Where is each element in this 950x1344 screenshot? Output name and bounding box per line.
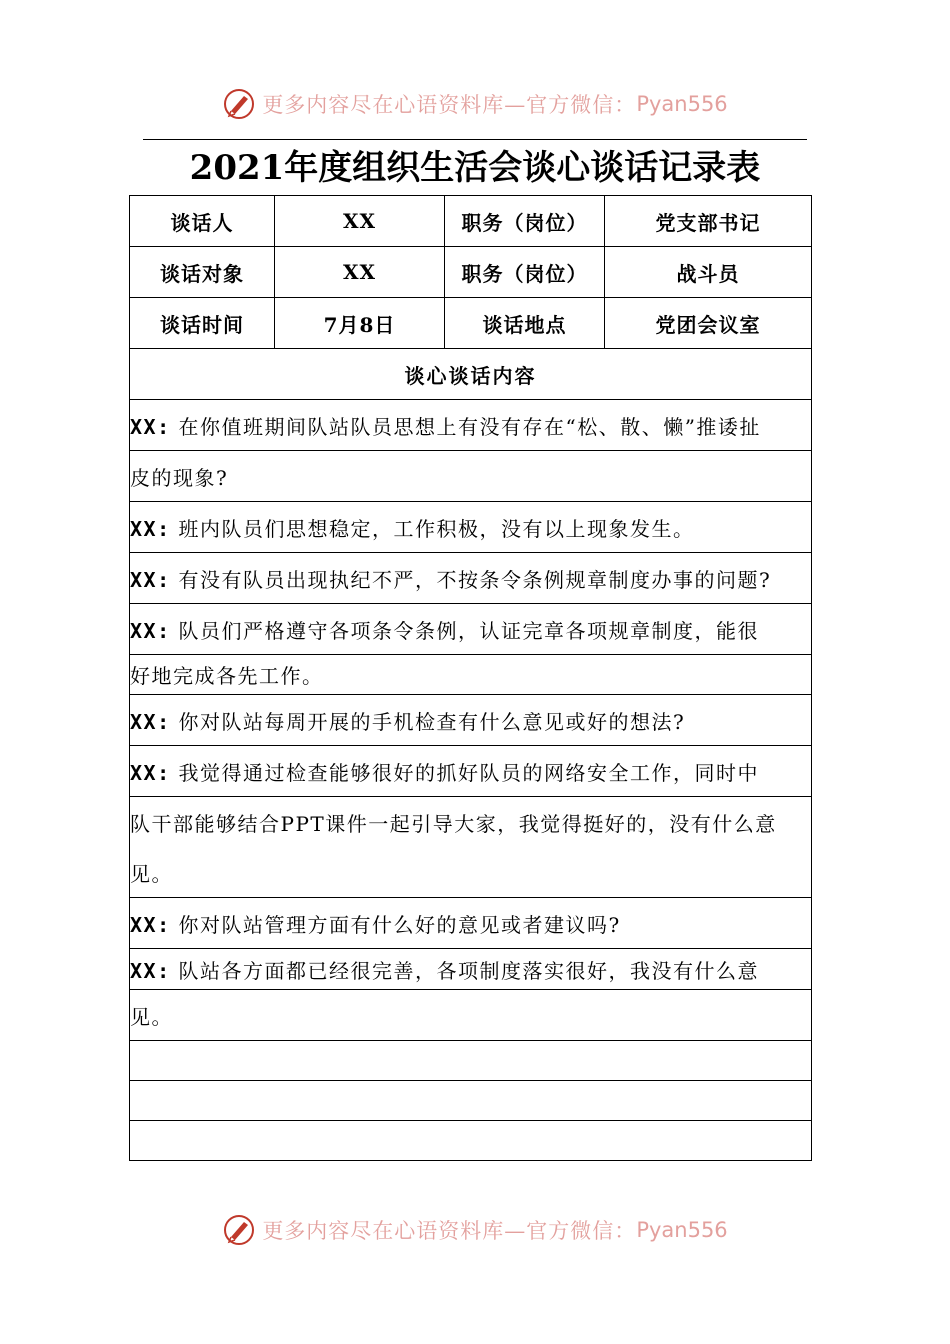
content-line	[130, 400, 812, 451]
content-text: 有没有队员出现执纪不严，不按条令条例规章制度办事的问题?	[178, 567, 772, 592]
label-talker: 谈话人	[130, 196, 275, 247]
value-talker-position: 党支部书记	[605, 196, 812, 247]
section-row	[130, 349, 812, 400]
watermark-wechat: Pyan556	[636, 92, 728, 116]
content-line	[130, 604, 812, 655]
content-line	[130, 990, 812, 1041]
speaker-label: XX:	[130, 912, 171, 937]
speaker-label: XX:	[130, 709, 171, 734]
content-line	[130, 746, 812, 797]
info-row-target	[130, 247, 812, 298]
content-text: 见。	[130, 861, 173, 886]
value-talker: XX	[275, 196, 445, 247]
content-line	[130, 655, 812, 695]
speaker-label: XX:	[130, 516, 171, 541]
speaker-label: XX:	[130, 618, 171, 643]
label-target: 谈话对象	[130, 247, 275, 298]
empty-row	[130, 1081, 812, 1121]
value-target: XX	[275, 247, 445, 298]
content-text: 我觉得通过检查能够很好的抓好队员的网络安全工作，同时中	[178, 760, 759, 785]
empty-row	[130, 1121, 812, 1161]
content-line	[130, 797, 812, 848]
speaker-label: XX:	[130, 414, 171, 439]
label-place: 谈话地点	[445, 298, 605, 349]
content-text: 好地完成各先工作。	[130, 664, 324, 688]
watermark-banner-bottom	[0, 1210, 950, 1250]
pen-logo-icon	[222, 87, 256, 121]
content-text: 队站各方面都已经很完善，各项制度落实很好，我没有什么意	[178, 958, 759, 983]
content-text: 在你值班期间队站队员思想上有没有存在“松、散、懒”推诿扯	[178, 414, 761, 439]
pen-logo-icon	[222, 1213, 256, 1247]
content-text: 班内队员们思想稳定，工作积极，没有以上现象发生。	[178, 516, 695, 541]
value-place: 党团会议室	[605, 298, 812, 349]
empty-row	[130, 1041, 812, 1081]
value-time: 7月8日	[275, 298, 445, 349]
content-text: 你对队站管理方面有什么好的意见或者建议吗?	[178, 912, 621, 937]
watermark-text: 更多内容尽在心语资料库—官方微信：	[262, 93, 637, 117]
content-text: 队干部能够结合PPT课件一起引导大家，我觉得挺好的，没有什么意	[130, 811, 777, 836]
speaker-label: XX:	[130, 958, 171, 983]
watermark-banner-top	[0, 84, 950, 124]
content-text: 见。	[130, 1004, 173, 1029]
speaker-label: XX:	[130, 567, 171, 592]
content-text: 队员们严格遵守各项条令条例，认证完章各项规章制度，能很	[178, 618, 759, 643]
content-text: 你对队站每周开展的手机检查有什么意见或好的想法?	[178, 709, 686, 734]
header-rule	[143, 139, 807, 140]
info-row-talker	[130, 196, 812, 247]
watermark-wechat: Pyan556	[636, 1218, 728, 1242]
label-talker-position: 职务（岗位）	[445, 196, 605, 247]
content-line	[130, 898, 812, 949]
content-line	[130, 553, 812, 604]
label-target-position: 职务（岗位）	[445, 247, 605, 298]
label-time: 谈话时间	[130, 298, 275, 349]
content-line	[130, 949, 812, 990]
content-text: 皮的现象?	[130, 465, 229, 490]
content-line	[130, 451, 812, 502]
info-row-time-place	[130, 298, 812, 349]
speaker-label: XX:	[130, 760, 171, 785]
record-table	[129, 195, 812, 1161]
section-title: 谈心谈话内容	[130, 349, 812, 400]
content-line	[130, 502, 812, 553]
watermark-text: 更多内容尽在心语资料库—官方微信：	[262, 1219, 637, 1243]
content-line	[130, 847, 812, 898]
page-title: 2021年度组织生活会谈心谈话记录表	[189, 148, 761, 188]
value-target-position: 战斗员	[605, 247, 812, 298]
content-line	[130, 695, 812, 746]
